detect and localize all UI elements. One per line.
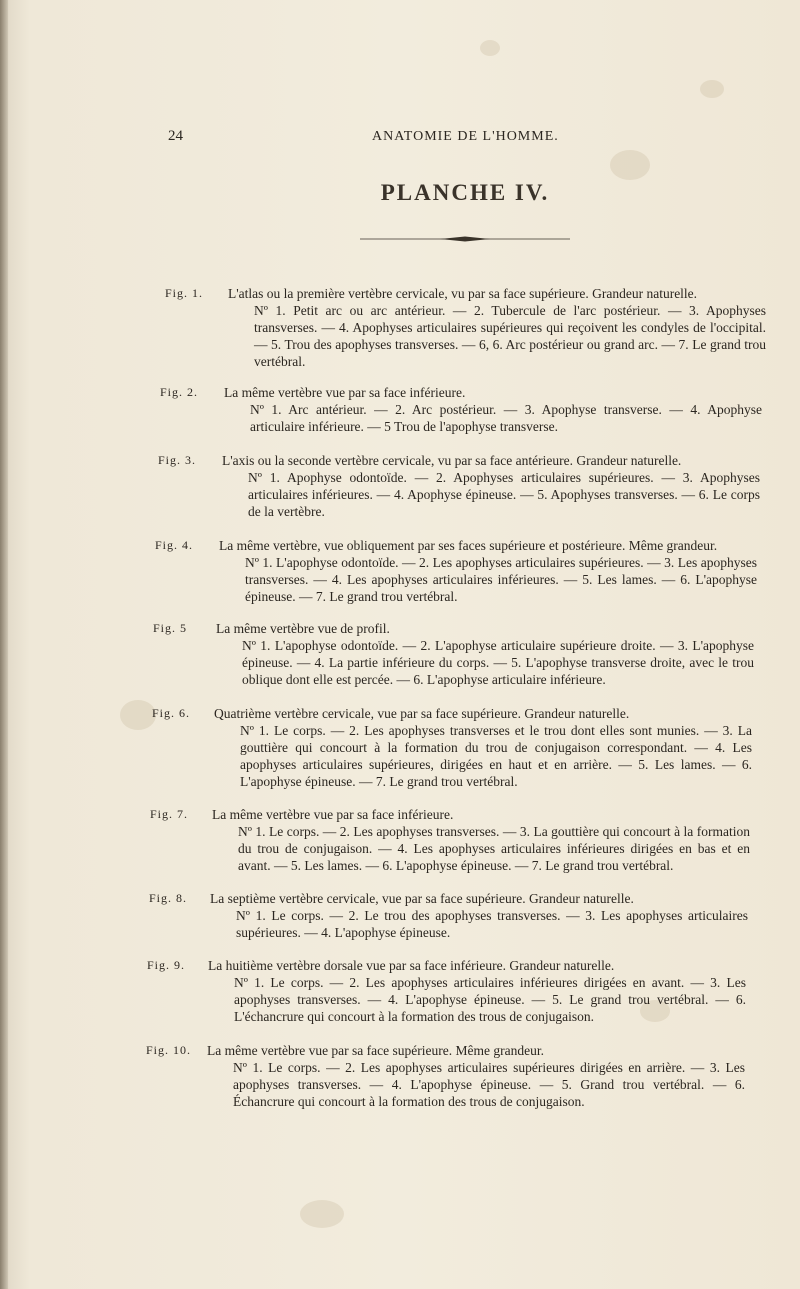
- page-number: 24: [168, 128, 183, 144]
- figure-caption: La septième vertèbre cervicale, vue par sa face supérieure. Grandeur naturelle.: [210, 891, 634, 906]
- paper-stain: [700, 80, 724, 98]
- figure-legend: Nº 1. L'apophyse odontoïde. — 2. Les apophyses articulaires supérieures. — 3. Les apophyses transverses. — 4. Les apophyses articulaires inférieures. — 5. Les lames. — 6. L'apophyse épineuse. — 7. Le grand trou vertébral.: [245, 555, 757, 604]
- figure-legend: Nº 1. Le corps. — 2. Les apophyses articulaires inférieures dirigées en avant. — 3. Les apophyses transverses. — 4. L'apophyse épineuse. — 5. Le grand trou vertébral. — 6. L'échancrure qui concourt à la formation des trous de conjugaison.: [234, 975, 746, 1024]
- paper-stain: [120, 700, 156, 730]
- figure-label: Fig. 9.: [147, 958, 186, 972]
- figure-text: [216, 620, 754, 688]
- figure-label: Fig. 8.: [149, 891, 188, 905]
- figure-text: [224, 384, 762, 435]
- figure-caption: L'axis ou la seconde vertèbre cervicale, vu par sa face antérieure. Grandeur naturelle.: [222, 453, 682, 468]
- figure-label: Fig. 3.: [158, 453, 197, 467]
- figure-label: Fig. 5: [153, 621, 188, 635]
- figure-legend: Nº 1. L'apophyse odontoïde. — 2. L'apophyse articulaire supérieure droite. — 3. L'apophyse épineuse. — 4. La partie inférieure du corps. — 5. L'apophyse transverse droite, avec le trou oblique dont elle est percée. — 6. L'apophyse articulaire inférieure.: [242, 638, 754, 687]
- figure-caption: Quatrième vertèbre cervicale, vue par sa face supérieure. Grandeur naturelle.: [214, 706, 630, 721]
- paper-stain: [610, 150, 650, 180]
- running-title: ANATOMIE DE L'HOMME.: [372, 129, 559, 144]
- figure-text: [214, 705, 752, 790]
- figure-text: [207, 1042, 745, 1110]
- figure-legend: Nº 1. Le corps. — 2. Les apophyses transverses et le trou dont elles sont munies. — 3. La gouttière qui concourt à la formation du trou de conjugaison correspondant. — 4. Les apophyses articulaires supérieures, dirigées en haut et en arrière. — 5. Les lames. — 6. L'apophyse épineuse. — 7. Le grand trou vertébral.: [240, 723, 752, 789]
- figure-text: [228, 285, 766, 370]
- figure-label: Fig. 4.: [155, 538, 194, 552]
- figure-text: [219, 537, 757, 605]
- figure-legend: Nº 1. Arc antérieur. — 2. Arc postérieur. — 3. Apophyse transverse. — 4. Apophyse articulaire inférieure. — 5 Trou de l'apophyse transverse.: [250, 402, 762, 434]
- figure-label: Fig. 6.: [152, 706, 191, 720]
- figure-text: [222, 452, 760, 520]
- paper-stain: [300, 1200, 344, 1228]
- figure-label: Fig. 10.: [146, 1043, 192, 1057]
- figure-text: [212, 806, 750, 874]
- title-rule-ornament: [360, 235, 570, 243]
- figure-caption: La même vertèbre vue de profil.: [216, 621, 390, 636]
- figure-caption: La même vertèbre, vue obliquement par ses faces supérieure et postérieure. Même grandeur.: [219, 538, 718, 553]
- figure-caption: La même vertèbre vue par sa face inférieure.: [224, 385, 466, 400]
- figure-caption: La huitième vertèbre dorsale vue par sa face inférieure. Grandeur naturelle.: [208, 958, 615, 973]
- plate-title: PLANCHE IV.: [380, 180, 550, 205]
- figure-caption: La même vertèbre vue par sa face inférieure.: [212, 807, 454, 822]
- figure-label: Fig. 1.: [165, 286, 204, 300]
- figure-label: Fig. 2.: [160, 385, 199, 399]
- figure-legend: Nº 1. Le corps. — 2. Les apophyses transverses. — 3. La gouttière qui concourt à la formation du trou de conjugaison. — 4. Les apophyses articulaires inférieures dirigées en bas et en avant. — 5. Les lames. — 6. L'apophyse épineuse. — 7. Le grand trou vertébral.: [238, 824, 750, 873]
- figure-text: [210, 890, 748, 941]
- figure-label: Fig. 7.: [150, 807, 189, 821]
- figure-legend: Nº 1. Petit arc ou arc antérieur. — 2. Tubercule de l'arc postérieur. — 3. Apophyses transverses. — 4. Apophyses articulaires supérieures qui reçoivent les condyles de l'occipital. — 5. Trou des apophyses transverses. — 6, 6. Arc postérieur ou grand arc. — 7. Le grand trou vertébral.: [254, 303, 766, 369]
- figure-legend: Nº 1. Le corps. — 2. Le trou des apophyses transverses. — 3. Les apophyses articulaires supérieures. — 4. L'apophyse épineuse.: [236, 908, 748, 940]
- paper-stain: [480, 40, 500, 56]
- figure-legend: Nº 1. Le corps. — 2. Les apophyses articulaires supérieures dirigées en arrière. — 3. Les apophyses transverses. — 4. L'apophyse épineuse. — 5. Grand trou vertébral. — 6. Échancrure qui concourt à la formation des trous de conjugaison.: [233, 1060, 745, 1109]
- figure-legend: Nº 1. Apophyse odontoïde. — 2. Apophyses articulaires supérieures. — 3. Apophyses articulaires inférieures. — 4. Apophyse épineuse. — 5. Apophyses transverses. — 6. Le corps de la vertèbre.: [248, 470, 760, 519]
- figure-caption: La même vertèbre vue par sa face supérieure. Même grandeur.: [207, 1043, 544, 1058]
- figure-caption: L'atlas ou la première vertèbre cervicale, vu par sa face supérieure. Grandeur naturelle.: [228, 286, 698, 301]
- figure-text: [208, 957, 746, 1025]
